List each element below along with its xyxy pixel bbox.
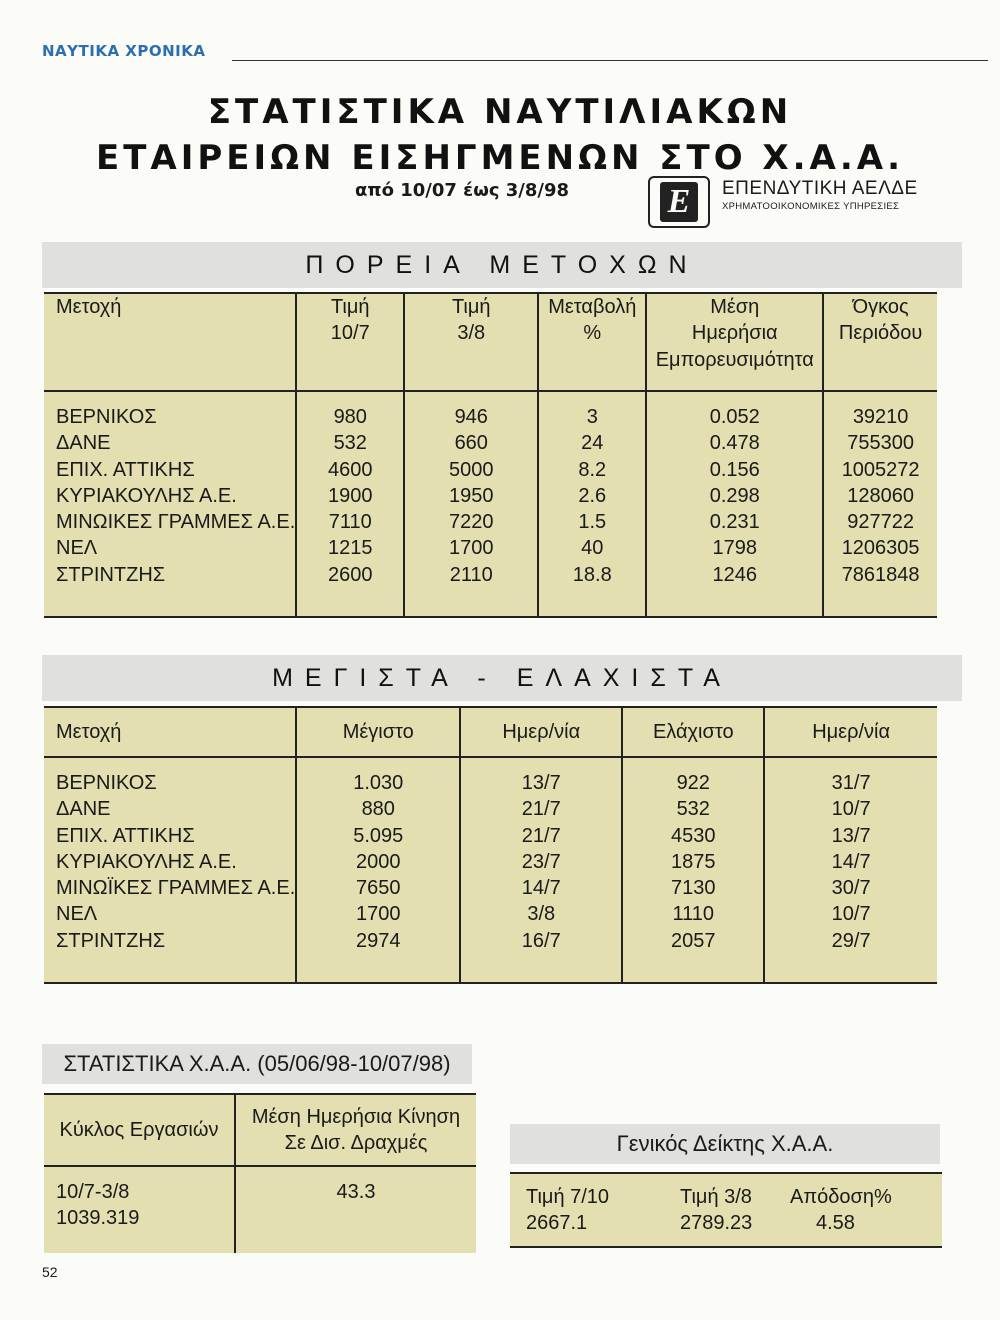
table-cell: 7220 [449,511,494,534]
col-header-max-date: Ημερ/νία [460,707,622,757]
logo-letter: E [660,182,699,222]
table-cell: 927722 [847,511,914,534]
table-cell: 2600 [328,563,373,586]
table-cell: 0.298 [709,484,760,507]
exchange-stats-banner: ΣΤΑΤΙΣΤΙΚΑ Χ.Α.Α. (05/06/98-10/07/98) [42,1044,472,1084]
table-cell: 16/7 [521,929,561,952]
table-cell: 1.5 [578,511,607,534]
table-cell: 24 [581,432,604,455]
stock-course-table [44,292,937,618]
table-cell: ΣΤΡΙΝΤΖΗΣ [56,929,166,952]
table-cell: 5000 [449,458,494,481]
table-cell: 10/7-3/8 [56,1181,130,1203]
table-cell: ΔΑΝΕ [56,798,111,821]
table-cell: 7130 [671,877,716,900]
table-cell: 39210 [852,406,909,428]
table-cell: 7861848 [841,563,920,586]
table-cell: 1.030 [353,772,404,794]
col-header-avg-tradability: Μέση Ημερήσια Εμπορευσιμότητα [646,293,823,391]
table-cell: 2057 [671,929,716,952]
volume-column [823,391,937,617]
magazine-name: ΝΑΥΤΙΚΑ ΧΡΟΝΙΚΑ [42,42,206,60]
table-cell: 40 [581,537,604,560]
logo-company-subtitle: ΧΡΗΜΑΤΟΟΙΚΟΝΟΜΙΚΕΣ ΥΠΗΡΕΣΙΕΣ [722,201,900,212]
table-cell: 0.156 [709,458,760,481]
stock-names-column [44,757,296,983]
table-cell: ΣΤΡΙΝΤΖΗΣ [56,563,166,586]
table-cell: 29/7 [831,929,871,952]
index-label-7-10: Τιμή 7/10 [526,1186,610,1208]
table-cell: 3 [586,406,598,428]
table-cell: 2000 [356,850,401,873]
table-cell: 2110 [449,563,493,586]
table-cell: ΝΕΛ [56,903,98,926]
general-index-box [510,1172,942,1248]
table-cell: 1950 [449,484,494,507]
col-header-price-10-7: Τιμή 10/7 [296,293,404,391]
table-cell: 1246 [712,563,757,586]
table-cell: ΔΑΝΕ [56,432,111,455]
general-index-banner: Γενικός Δείκτης Χ.Α.Α. [510,1124,940,1164]
index-value-return: 4.58 [816,1212,855,1234]
col-header-max: Μέγιστο [296,707,460,757]
table-cell: ΕΠΙΧ. ΑΤΤΙΚΗΣ [56,824,195,847]
col-header-stock: Μετοχή [44,293,296,391]
table-cell: 1110 [672,903,715,926]
table-cell: 7650 [356,877,401,900]
table-cell: 23/7 [521,850,561,873]
avg-daily-move-column [235,1166,476,1253]
col-header-volume: Όγκος Περιόδου [823,293,937,391]
table-cell: 31/7 [831,772,871,794]
table-cell: 10/7 [831,903,871,926]
table-cell: 1215 [328,537,373,560]
index-label-return: Απόδοση% [790,1186,892,1208]
table-cell: 1039.319 [56,1207,140,1230]
table-cell: 14/7 [831,850,871,873]
index-label-3-8: Τιμή 3/8 [680,1186,752,1208]
max-min-banner: ΜΕΓΙΣΤΑ - ΕΛΑΧΙΣΤΑ [42,655,962,701]
table-cell: ΚΥΡΙΑΚΟΥΛΗΣ Α.Ε. [56,850,237,873]
index-value-3-8: 2789.23 [680,1212,753,1234]
min-column [622,757,764,983]
table-cell: 1005272 [841,458,920,481]
table-cell: 1900 [328,484,373,507]
col-header-price-3-8: Τιμή 3/8 [404,293,538,391]
max-min-table [44,706,937,984]
table-cell: 21/7 [521,798,561,821]
table-cell: 2.6 [578,484,607,507]
table-cell: 18.8 [572,563,612,586]
table-cell: ΝΕΛ [56,537,98,560]
turnover-column [44,1166,235,1253]
table-cell: 922 [676,772,710,794]
table-cell: 30/7 [831,877,871,900]
table-cell: 3/8 [527,903,556,926]
page-title-line2: ΕΤΑΙΡΕΙΩΝ ΕΙΣΗΓΜΕΝΩΝ ΣΤΟ Χ.Α.Α. [95,138,905,178]
col-header-stock: Μετοχή [44,707,296,757]
table-cell: 0.478 [709,432,760,455]
table-cell: ΜΙΝΩΙΚΕΣ ΓΡΑΜΜΕΣ Α.Ε. [56,511,296,534]
table-cell: 13/7 [831,824,871,847]
table-cell: ΒΕΡΝΙΚΟΣ [56,772,157,794]
table-cell: 10/7 [831,798,871,821]
col-header-turnover: Κύκλος Εργασιών [44,1094,235,1166]
exchange-stats-table [44,1093,476,1253]
table-cell: 532 [333,432,367,455]
table-cell: 1798 [712,537,757,560]
col-header-change: Μεταβολή % [538,293,646,391]
avg-tradability-column [646,391,823,617]
table-cell: 5.095 [353,824,404,847]
stock-course-banner: ΠΟΡΕΙΑ ΜΕΤΟΧΩΝ [42,242,962,288]
table-cell: 1700 [356,903,401,926]
period-subtitle: από 10/07 έως 3/8/98 [355,180,570,201]
table-cell: 1700 [449,537,494,560]
stock-names-column [44,391,296,617]
col-header-min-date: Ημερ/νία [764,707,937,757]
table-cell: 1875 [671,850,716,873]
table-cell: 755300 [847,432,914,455]
index-value-7-10: 2667.1 [526,1212,588,1234]
table-cell: 4600 [328,458,373,481]
table-cell: 532 [676,798,710,821]
header-rule [232,60,988,61]
table-cell: ΕΠΙΧ. ΑΤΤΙΚΗΣ [56,458,195,481]
table-cell: ΚΥΡΙΑΚΟΥΛΗΣ Α.Ε. [56,484,237,507]
table-cell: 7110 [328,511,372,534]
table-cell: 980 [333,406,367,428]
table-cell: 14/7 [521,877,561,900]
table-cell: 946 [454,406,488,428]
change-pct-column [538,391,646,617]
table-cell: 0.052 [709,406,760,428]
max-column [296,757,460,983]
min-date-column [764,757,937,983]
table-cell: 880 [361,798,395,821]
table-cell: 0.231 [709,511,760,534]
logo-company-name: ΕΠΕΝΔΥΤΙΚΗ ΑΕΛΔΕ [722,178,918,199]
max-date-column [460,757,622,983]
page-number: 52 [42,1264,58,1280]
table-cell: 21/7 [521,824,561,847]
table-cell: 1206305 [841,537,920,560]
price-10-7-column [296,391,404,617]
table-cell: ΜΙΝΩΪΚΕΣ ΓΡΑΜΜΕΣ Α.Ε. [56,877,296,900]
page-title-line1: ΣΤΑΤΙΣΤΙΚΑ ΝΑΥΤΙΛΙΑΚΩΝ [207,92,793,132]
col-header-min: Ελάχιστο [622,707,764,757]
table-cell: 13/7 [521,772,561,794]
table-cell: 2974 [356,929,401,952]
table-cell: 128060 [847,484,914,507]
table-cell: 4530 [671,824,716,847]
table-cell: 660 [454,432,488,455]
table-cell: ΒΕΡΝΙΚΟΣ [56,406,157,428]
col-header-avg-daily-move: Μέση Ημερήσια Κίνηση Σε Δισ. Δραχμές [235,1094,476,1166]
table-cell: 43.3 [336,1181,376,1203]
company-logo-icon [648,176,710,228]
table-cell: 8.2 [578,458,607,481]
price-3-8-column [404,391,538,617]
